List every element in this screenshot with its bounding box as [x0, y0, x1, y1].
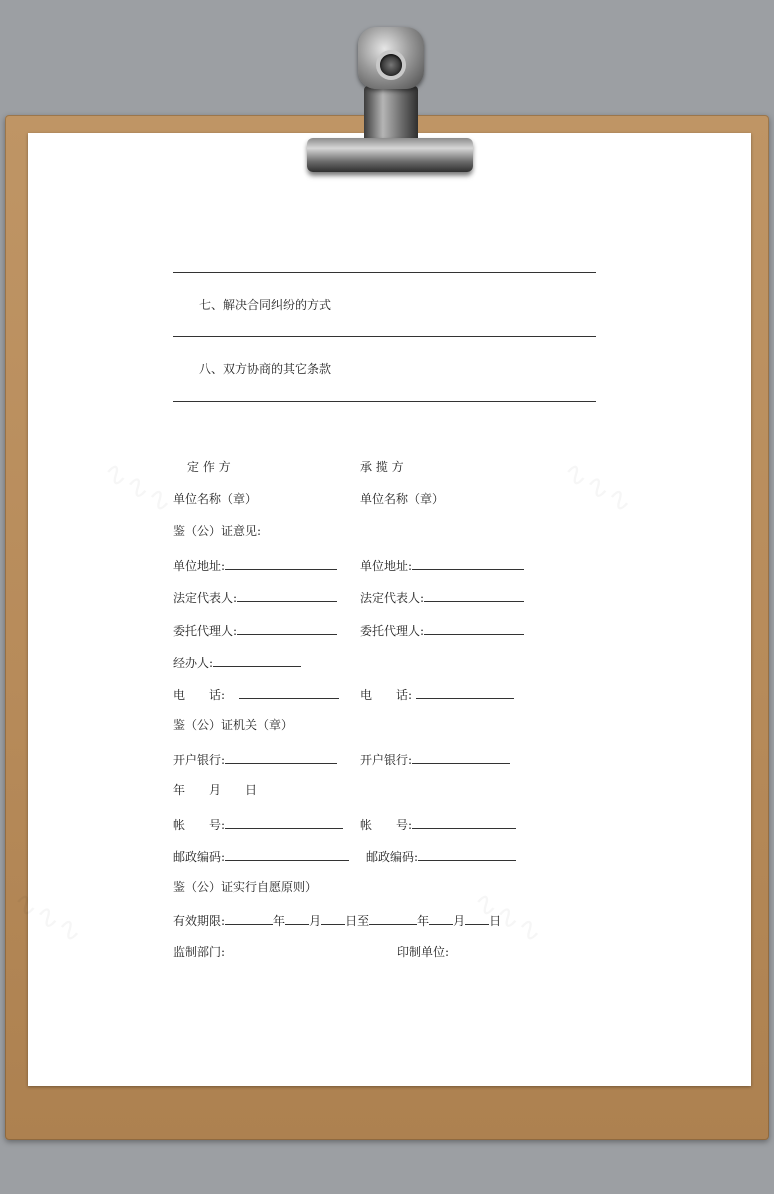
legal-rep-left-label: 法定代表人:	[173, 591, 238, 605]
fill-line	[285, 912, 309, 925]
fill-line	[225, 816, 343, 829]
fill-line	[418, 848, 516, 861]
ordering-party-heading: 定 作 方	[187, 460, 231, 474]
phone-right-label: 电 话:	[360, 688, 413, 702]
fill-line	[225, 557, 337, 570]
fill-line	[465, 912, 489, 925]
section-eight-title: 八、双方协商的其它条款	[199, 362, 332, 376]
agent-right-field	[360, 622, 524, 638]
blank-line	[173, 336, 596, 337]
bank-right-field	[360, 751, 510, 767]
account-right-label: 帐 号:	[360, 818, 413, 832]
validity-year-end: 年	[417, 914, 430, 928]
validity-period	[173, 912, 501, 928]
blank-line	[173, 272, 596, 273]
fill-line	[429, 912, 453, 925]
validity-label: 有效期限:	[173, 914, 226, 928]
fill-line	[369, 912, 417, 925]
account-right-field	[360, 816, 516, 832]
fill-line	[416, 686, 514, 699]
fill-line	[213, 654, 301, 667]
section-seven-title: 七、解决合同纠纷的方式	[199, 298, 332, 312]
handler-field	[173, 654, 301, 670]
handler-label: 经办人:	[173, 656, 214, 670]
phone-left-field	[173, 686, 339, 702]
printer-label: 印制单位:	[397, 945, 450, 959]
validity-day-to: 日至	[345, 914, 370, 928]
blank-line	[173, 401, 596, 402]
fill-line	[239, 686, 339, 699]
legal-rep-right-field	[360, 589, 524, 605]
fill-line	[237, 622, 337, 635]
fill-line	[412, 816, 516, 829]
fill-line	[424, 622, 524, 635]
binder-clip-neck	[364, 86, 418, 142]
fill-line	[225, 848, 349, 861]
address-left-label: 单位地址:	[173, 559, 226, 573]
notary-org-label: 鉴（公）证机关（章）	[173, 718, 294, 732]
contractor-party-heading: 承 揽 方	[360, 460, 404, 474]
address-right-label: 单位地址:	[360, 559, 413, 573]
notary-voluntary-note: 鉴（公）证实行自愿原则）	[173, 880, 318, 894]
validity-year-start: 年	[273, 914, 286, 928]
postcode-left-label: 邮政编码:	[173, 850, 226, 864]
fill-line	[225, 912, 273, 925]
right-unit-name: 单位名称（章）	[360, 492, 445, 506]
postcode-left-field	[173, 848, 349, 864]
fill-line	[225, 751, 337, 764]
bank-left-field	[173, 751, 337, 767]
account-left-label: 帐 号:	[173, 818, 226, 832]
postcode-right-field	[366, 848, 516, 864]
fill-line	[321, 912, 345, 925]
address-left-field	[173, 557, 337, 573]
validity-month-end: 月	[453, 914, 466, 928]
bank-left-label: 开户银行:	[173, 753, 226, 767]
agent-left-label: 委托代理人:	[173, 624, 238, 638]
fill-line	[412, 557, 524, 570]
notary-opinion-label: 鉴（公）证意见:	[173, 524, 262, 538]
bank-right-label: 开户银行:	[360, 753, 413, 767]
legal-rep-right-label: 法定代表人:	[360, 591, 425, 605]
phone-left-label: 电 话:	[173, 688, 226, 702]
postcode-right-label: 邮政编码:	[366, 850, 419, 864]
agent-right-label: 委托代理人:	[360, 624, 425, 638]
legal-rep-left-field	[173, 589, 337, 605]
supervisor-label: 监制部门:	[173, 945, 226, 959]
fill-line	[424, 589, 524, 602]
validity-month-start: 月	[309, 914, 322, 928]
binder-clip-hole	[380, 54, 402, 76]
phone-right-field	[360, 686, 514, 702]
left-unit-name: 单位名称（章）	[173, 492, 258, 506]
validity-day-end: 日	[489, 914, 502, 928]
fill-line	[412, 751, 510, 764]
paper-sheet	[28, 133, 751, 1086]
binder-clip-icon	[307, 138, 473, 172]
notary-date: 年 月 日	[173, 783, 258, 797]
agent-left-field	[173, 622, 337, 638]
fill-line	[237, 589, 337, 602]
address-right-field	[360, 557, 524, 573]
account-left-field	[173, 816, 343, 832]
